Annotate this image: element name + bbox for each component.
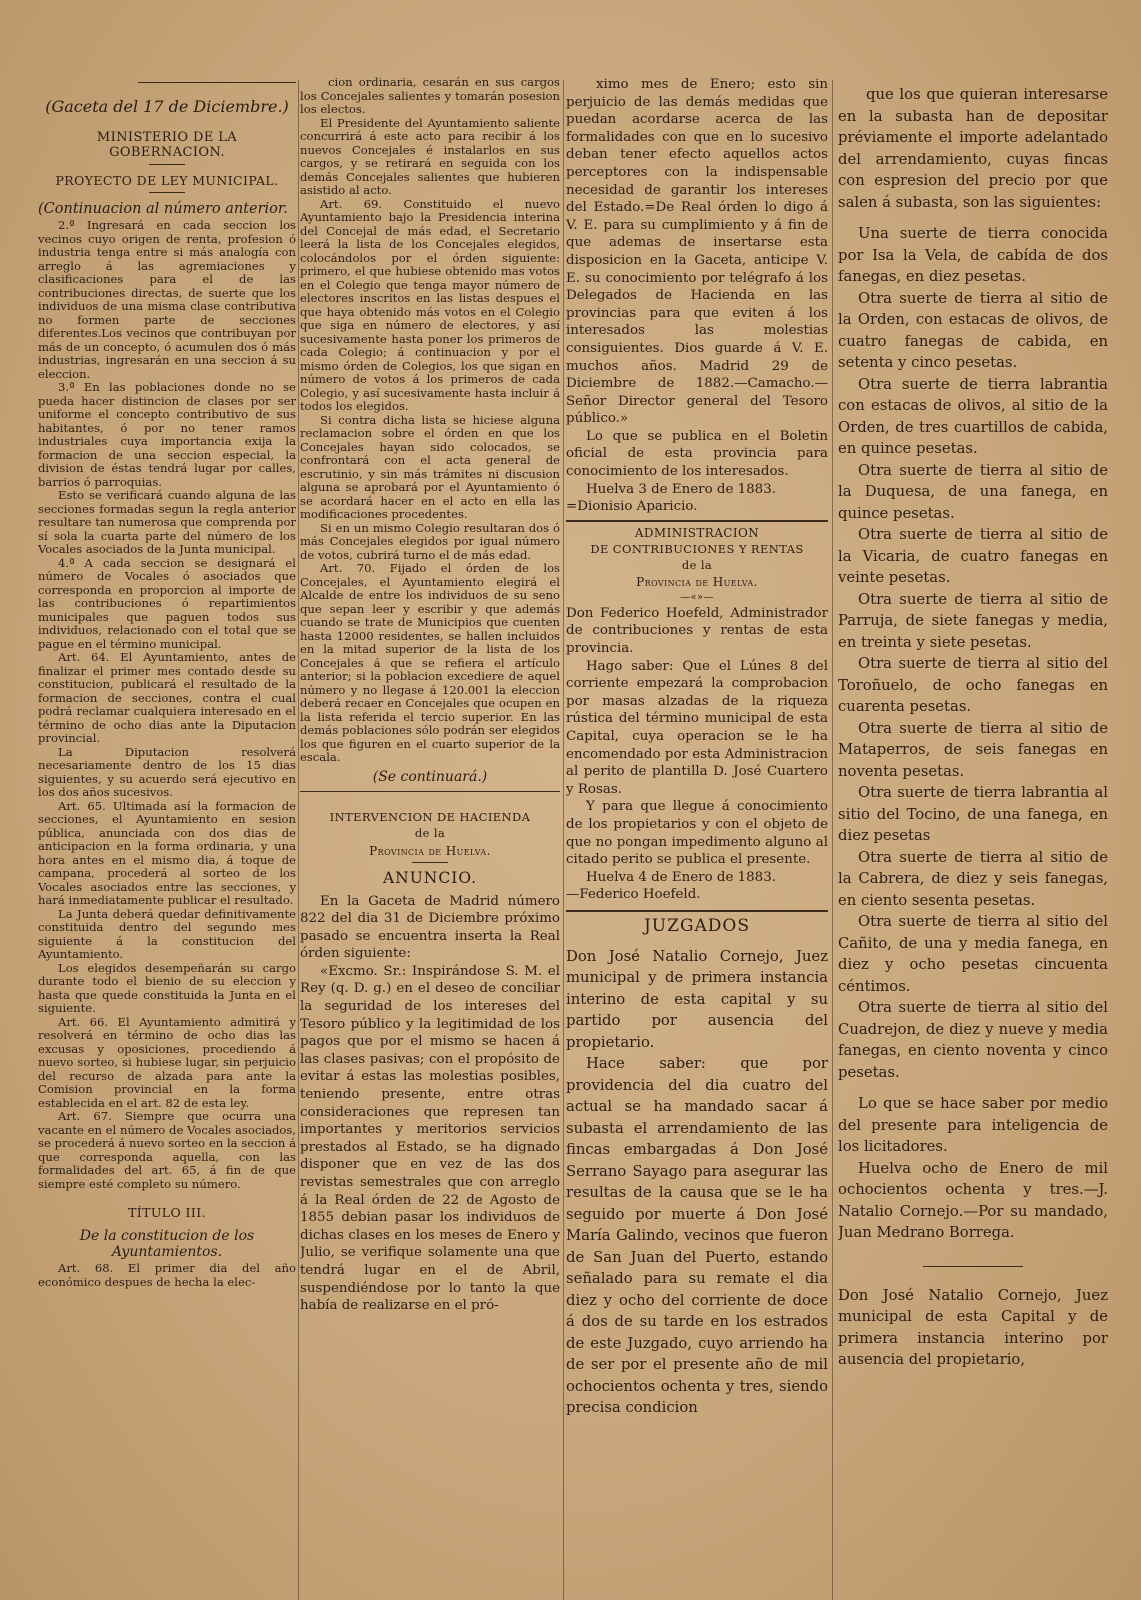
paragraph: «Excmo. Sr.: Inspirándose S. M. el Rey (q. D. g.) en el deseo de conciliar la seguridad de los intereses del Tesoro público y la legitimidad de los pagos que por el mismo se hacen á las clases pasivas; con el propósito de evitar á estas las molestias posibles, teniendo presente, entre otras consideraciones que represen tan importantes y meritorios servicios prestados al Estado, se ha dignado disponer que en vez de las dos revistas semestrales que con arreglo á la Real órden de 22 de Agosto de 1855 debian pasar los individuos de dichas clases en los meses de Enero y Julio, se verifique solamente una que tendrá lugar en el de Abril, suspendiéndose por lo tanto la que había de realizarse en el pró- <box>300 963 560 1314</box>
continuara-note: (Se continuará.) <box>372 768 488 785</box>
divider <box>149 192 185 193</box>
section-rule <box>300 791 560 792</box>
paragraph: cion ordinaria, cesarán en sus cargos los Concejales salientes y tomarán posesion los electos. <box>300 76 560 116</box>
paragraph: Art. 66. El Ayuntamiento admitirá y resolverá en término de ocho dias las excusas y oposiciones, procediendo á nuevo sorteo, si hubiese lugar, sin perjuicio del recurso de alzada para ante la Comision provincial en la forma establecida en el art. 82 de esta ley. <box>38 1014 296 1110</box>
provincia-heading: Provincia de Huelva. <box>369 843 491 858</box>
divider <box>412 862 448 863</box>
paragraph: Art. 65. Ultimada así la formacion de secciones, el Ayuntamiento en sesion pública, anunciada con dos dias de anticipacion en la forma ordinaria, y una hora antes en el mismo dia, á toque de campana, procederá al sorteo de los Vocales asociados entre las secciones, y hará inmediatamente publicar el resultado. <box>38 798 296 907</box>
paragraph: Hace saber: que por providencia del dia cuatro del actual se ha mandado sacar á subasta el arrendamiento de las fincas embargadas á Don José Serrano Sayago para asegurar las resultas de la causa que se le ha seguido por muerte á Don José María Galindo, vecinos que fueron de San Juan del Puerto, estando señalado para su remate el dia diez y ocho del corriente de doce á dos de su tarde en los estrados de este Juzgado, cuyo arriendo ha de ser por el presente año de mil ochocientos ochenta y tres, siendo precisa condicion <box>566 1055 828 1417</box>
administracion-heading: ADMINISTRACION <box>634 525 760 540</box>
section-rule <box>566 910 828 912</box>
signature: =Dionisio Aparicio. <box>566 499 698 515</box>
property-item: Otra suerte de tierra al sitio de Mataperros, de seis fanegas en noventa pesetas. <box>838 719 1108 780</box>
column-rule <box>298 80 299 1600</box>
ministerio-heading: MINISTERIO DE LA GOBERNACION. <box>96 130 238 160</box>
divider <box>149 164 185 165</box>
paragraph: Los elegidos desempeñarán su cargo durante todo el bienio de su eleccion y hasta que quede constituida la Junta en el siguiente. <box>38 960 296 1015</box>
paragraph: Don José Natalio Cornejo, Juez municipal y de primera instancia interino de esta capital y su partido por ausencia del propietario. <box>566 947 828 1051</box>
paragraph: Art. 69. Constituido el nuevo Ayuntamiento bajo la Presidencia interina del Concejal de más edad, el Secretario leerá la lista de los Concejales elegidos, colocándolos por el órden siguiente: primero, el que hubiese obtenido mas votos en el Colegio que tenga mayor número de electores inscritos en las listas despues el que haya obtenido más votos en el Colegio que siga en número de electores, y así sucesivamente hasta poner los primeros de cada Colegio; á continuacion y por el mismo órden de Colegios, los que sigan en número de votos á los primeros de cada Colegio, y así sucesivamente hasta incluir á todos los elegidos. <box>300 196 560 413</box>
proyecto-heading: PROYECTO DE LEY MUNICIPAL. <box>55 173 279 188</box>
paragraph: Y para que llegue á conocimiento de los propietarios y con el objeto de que no pongan impedimento alguno al citado perito se publica el presente. <box>566 799 828 868</box>
contribuciones-heading: DE CONTRIBUCIONES Y RENTAS <box>590 541 804 556</box>
juzgados-heading: JUZGADOS <box>643 915 751 936</box>
heading-dela: de la <box>681 557 713 572</box>
top-rule <box>138 82 296 83</box>
spacer <box>838 1083 1108 1093</box>
property-item: Otra suerte de tierra al sitio de Parruja, de siete fanegas y media, en treinta y siete pesetas. <box>838 590 1108 651</box>
paragraph: Si en un mismo Colegio resultaran dos ó más Concejales elegidos por igual número de votos, cubrirá turno el de más edad. <box>300 520 560 562</box>
titulo-heading: TÍTULO III. <box>128 1205 206 1220</box>
provincia-heading: Provincia de Huelva. <box>636 574 758 589</box>
paragraph: La Junta deberá quedar definitivamente constituida dentro del segundo mes siguiente á la constitucion del Ayuntamiento. <box>38 906 296 961</box>
column-3 <box>566 76 828 1600</box>
property-item: Otra suerte de tierra labrantia al sitio del Tocino, de una fanega, en diez pesetas <box>838 784 1108 844</box>
paragraph: que los que quieran interesarse en la subasta han de depositar préviamente el importe adelantado del arrendamiento, cuyas fincas con espresion del precio por que salen á subasta, son las siguientes: <box>838 86 1108 211</box>
paragraph: Don Federico Hoefeld, Administrador de contribuciones y rentas de esta provincia. <box>566 605 828 657</box>
column-rule <box>832 80 833 1600</box>
property-item: Otra suerte de tierra labrantia con estacas de olivos, al sitio de la Orden, de tres cuartillos de cabida, en quince pesetas. <box>838 375 1108 457</box>
continuacion-heading: (Continuacion al número anterior. <box>38 201 288 217</box>
property-item: Otra suerte de tierra al sitio de la Vicaria, de cuatro fanegas en veinte pesetas. <box>838 526 1108 586</box>
paragraph: Don José Natalio Cornejo, Juez municipal de esta Capital y de primera instancia interino por ausencia del propietario, <box>838 1286 1108 1368</box>
paragraph: 2.ª Ingresará en cada seccion los vecinos cuyo origen de renta, profesion ó industria tenga entre si más analogía con arreglo á las agremiaciones y clasificaciones para el de las contribuciones directas, de suerte que los individuos de una misma clase contributiva no formen parte de secciones diferentes.Los vecinos que contribuyan por más de un concepto, ó acumulen dos ó más industrias, ingresarán en una seccion á su eleccion. <box>38 218 296 381</box>
anuncio-heading: ANUNCIO. <box>382 868 478 887</box>
paragraph: Si contra dicha lista se hiciese alguna reclamacion sobre el órden en que los Concejales hayan sido colocados, se confrontará con el acta general de escrutinio, y sin más trámites ni discusion alguna se aprobará por el Ayuntamiento ó se acordará hacer en el acto en ella las modificaciones procedentes. <box>300 412 560 521</box>
paragraph: Hago saber: Que el Lúnes 8 del corriente empezará la comprobacion por masas alzadas de la riqueza rústica del término municipal de esta Capital, cuya operacion se le ha encomendado por esta Administracion al perito de plantilla D. José Cuartero y Rosas. <box>566 658 828 797</box>
signature: —Federico Hoefeld. <box>566 887 701 903</box>
intervencion-heading: INTERVENCION DE HACIENDA <box>329 809 531 824</box>
column-rule <box>563 80 564 1600</box>
property-item: Otra suerte de tierra al sitio del Cañito, de una y media fanega, en diez y ocho pesetas cincuenta céntimos. <box>838 913 1108 995</box>
property-item: Otra suerte de tierra al sitio del Toroñuelo, de ocho fanegas en cuarenta pesetas. <box>838 655 1108 715</box>
gaceta-date: (Gaceta del 17 de Diciembre.) <box>45 97 289 116</box>
section-rule <box>923 1266 1023 1267</box>
spacer <box>838 213 1108 223</box>
paragraph: 4.ª A cada seccion se designará el número de Vocales ó asociados que corresponda en proporcion al importe de las contribuciones ó repartimientos municipales que paguen todos sus individuos, relacionado con el total que se pague en el término municipal. <box>38 555 296 651</box>
date-line: Huelva 4 de Enero de 1883. <box>586 869 776 885</box>
paragraph: Esto se verificará cuando alguna de las secciones formadas segun la regla anterior resultare tan numerosa que comprenda por sí sola la cuarta parte del número de los Vocales asociados de la Junta municipal. <box>38 488 296 556</box>
ornament-separator: —«»— <box>680 591 714 603</box>
section-rule <box>566 520 828 522</box>
paragraph: Lo que se hace saber por medio del presente para inteligencia de los licitadores. <box>838 1095 1108 1155</box>
paragraph: Art. 68. El primer dia del año económico despues de hecha la elec- <box>38 1261 296 1289</box>
property-item: Otra suerte de tierra al sitio del Cuadrejon, de diez y nueve y media fanegas, en ciento noventa y cinco pesetas. <box>838 999 1108 1081</box>
section-subheading: De la constitucion de los Ayuntamientos. <box>79 1228 255 1260</box>
property-item: Una suerte de tierra conocida por Isa la Vela, de cabída de dos fanegas, en diez pesetas. <box>838 225 1108 285</box>
column-1 <box>38 76 296 1600</box>
paragraph: Art. 64. El Ayuntamiento, antes de finalizar el primer mes contado desde su constitucion, publicará el resultado de la formacion de secciones, contra el cual podrá reclamar cualquiera interesado en el término de ocho dias ante la Diputacion provincial. <box>38 650 296 745</box>
paragraph: Art. 67. Siempre que ocurra una vacante en el número de Vocales asociados, se procederá á nuevo sorteo en la seccion á que corresponda aquella, con las formalidades del art. 65, á fin de que siempre esté completo su número. <box>38 1109 296 1191</box>
column-2 <box>300 76 560 1600</box>
paragraph: ximo mes de Enero; esto sin perjuicio de las demás medidas que puedan acordarse acerca de las formalidades con que en lo sucesivo deban tener efecto aquellos actos perceptores con la indispensable necesidad de garantir los intereses del Estado.=De Real órden lo digo á V. E. para su cumplimiento y á fin de que ademas de insertarse esta disposicion en la Gaceta, anticipe V. E. su conocimiento por telégrafo á los Delegados de Hacienda en las provincias para que eviten á los interesados las molestias consiguientes. Dios guarde á V. E. muchos años. Madrid 29 de Diciembre de 1882.—Camacho.—Señor Director general del Tesoro público.» <box>566 77 828 427</box>
paragraph: Lo que se publica en el Boletin oficial de esta provincia para conocimiento de los interesados. <box>566 428 828 480</box>
paragraph: Art. 70. Fijado el órden de los Concejales, el Ayuntamiento elegirá el Alcalde de entre los individuos de su seno que sepan leer y escribir y que además cuando se trate de Municipios que cuenten hasta 12000 residentes, se hallen incluidos en la mitad superior de la lista de los Concejales á que se refiera el artículo anterior; si la poblacion excediere de aquel número y no llegase á 120.001 la eleccion deberá recaer en Concejales que ocupen en la lista referida el tercio superior. En las demás poblaciones sólo podrán ser elegidos los que figuren en el cuarto superior de la escala. <box>300 561 560 764</box>
paragraph: En la Gaceta de Madrid número 822 del dia 31 de Diciembre próximo pasado se encuentra inserta la Real órden siguiente: <box>300 893 560 962</box>
property-item: Otra suerte de tierra al sitio de la Orden, con estacas de olivos, de cuatro fanegas de cabida, en setenta y cinco pesetas. <box>838 289 1108 371</box>
paragraph: 3.ª En las poblaciones donde no se pueda hacer distincion de clases por ser uniforme el concepto contributivo de sus habitantes, ó por no tener ramos industriales cuya importancia exija la formacion de una seccion especial, la division de éstas tendrá lugar por calles, barrios ó parroquias. <box>38 380 296 489</box>
paragraph: El Presidente del Ayuntamiento saliente concurrirá á este acto para recibir á los nuevos Concejales é instalarlos en sus cargos, y se retirará en seguida con los demás Concejales salientes que hubieren asistido al acto. <box>300 115 560 197</box>
paragraph: La Diputacion resolverá necesariamente dentro de los 15 dias siguientes, y su acuerdo será ejecutivo en los dos años sucesivos. <box>38 744 296 799</box>
column-4 <box>838 84 1108 1600</box>
property-item: Otra suerte de tierra al sitio de la Cabrera, de diez y seis fanegas, en ciento sesenta pesetas. <box>838 848 1108 909</box>
paragraph: Huelva ocho de Enero de mil ochocientos ochenta y tres.—J. Natalio Cornejo.—Por su mandado, Juan Medrano Borrega. <box>838 1159 1108 1241</box>
property-item: Otra suerte de tierra al sitio de la Duquesa, de una fanega, en quince pesetas. <box>838 461 1108 522</box>
date-line: Huelva 3 de Enero de 1883. <box>586 481 776 497</box>
heading-dela: de la <box>414 825 446 840</box>
